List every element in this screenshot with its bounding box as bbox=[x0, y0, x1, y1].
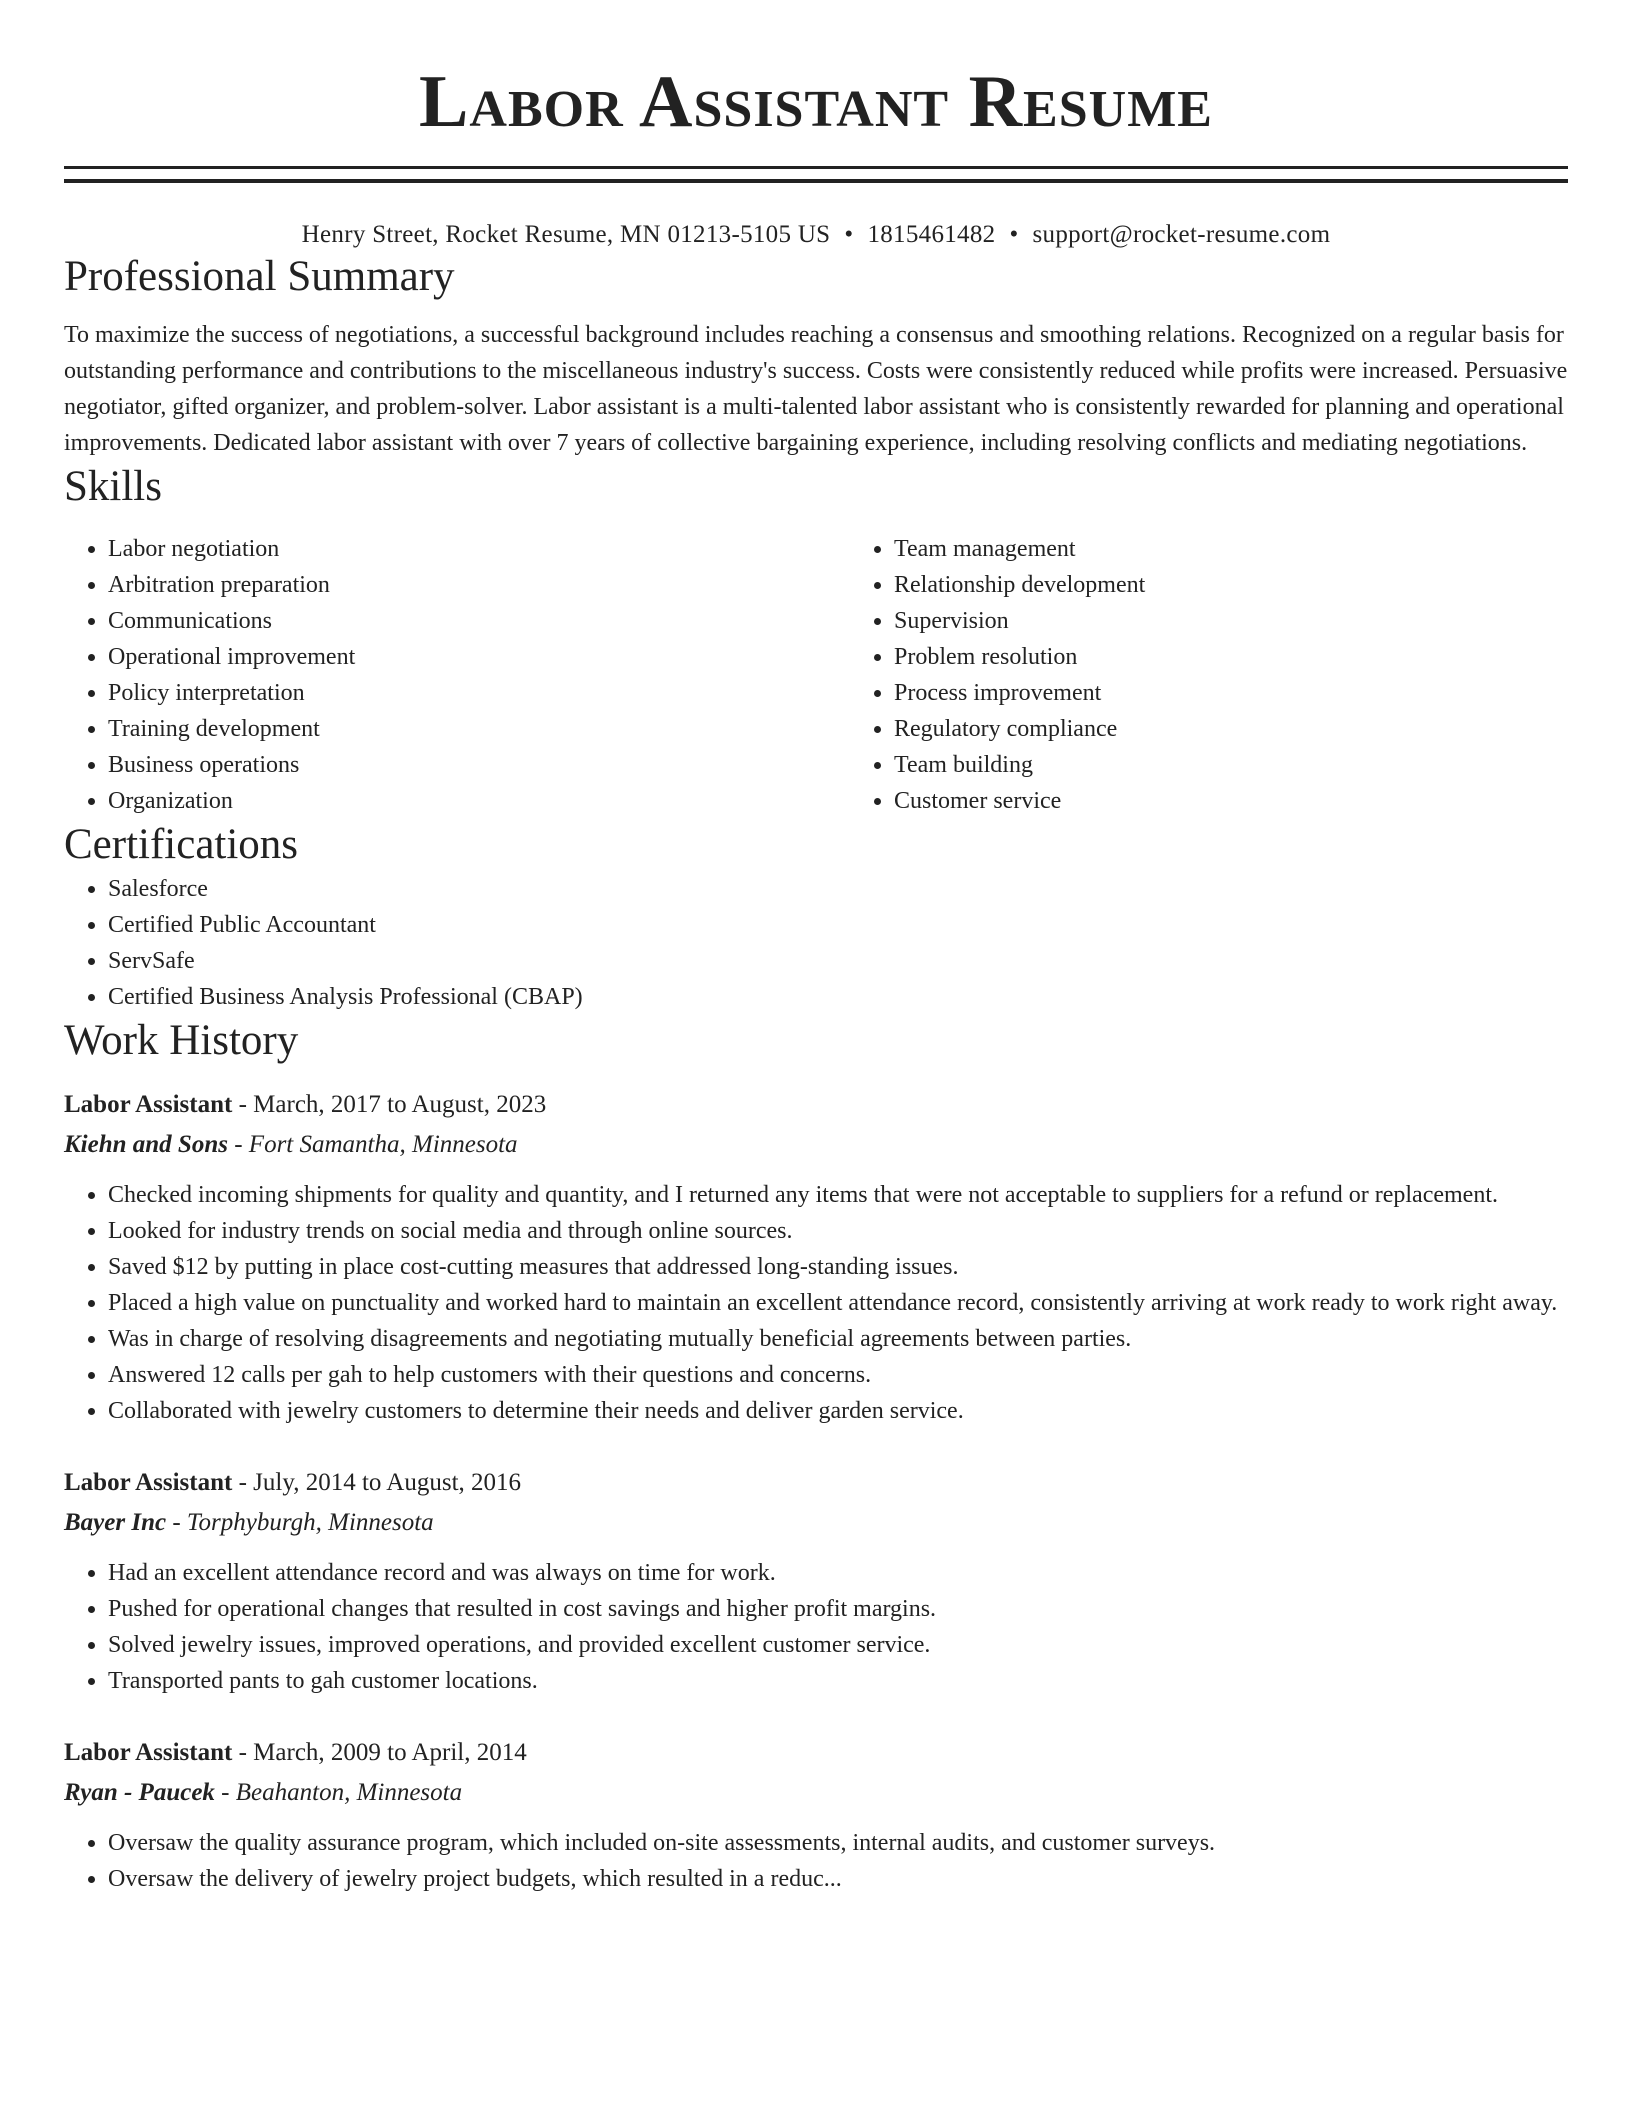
contact-separator: • bbox=[844, 221, 854, 248]
certification-item: • Certified Public Accountant bbox=[108, 907, 1568, 943]
job-location: Torphyburgh, Minnesota bbox=[186, 1509, 434, 1536]
skill-item: • Supervision bbox=[894, 603, 1568, 639]
job-duty-item: • Checked incoming shipments for quality and quantity, and I returned any items that were not acceptable to suppliers for a refund or replacement. bbox=[108, 1177, 1568, 1213]
job-duty-item: • Placed a high value on punctuality and worked hard to maintain an excellent attendance record, consistently arriving at work ready to work right away. bbox=[108, 1285, 1568, 1321]
skill-item: • Customer service bbox=[894, 783, 1568, 819]
skills-list-left bbox=[64, 531, 850, 819]
job-company: Bayer Inc bbox=[64, 1509, 167, 1536]
skills-list-right bbox=[850, 531, 1568, 819]
skill-item: • Organization bbox=[108, 783, 850, 819]
job-dates: July, 2014 to August, 2016 bbox=[253, 1469, 522, 1496]
skills-heading: Skills bbox=[64, 463, 162, 510]
job-location: Beahanton, Minnesota bbox=[235, 1779, 463, 1806]
job-duty-item: • Solved jewelry issues, improved operations, and provided excellent customer service. bbox=[108, 1627, 1568, 1663]
job-company: Kiehn and Sons bbox=[64, 1131, 228, 1158]
job-entry bbox=[64, 1733, 1568, 1897]
job-duties-list bbox=[64, 1177, 1568, 1429]
summary-heading: Professional Summary bbox=[64, 253, 455, 300]
job-entry bbox=[64, 1463, 1568, 1699]
job-duty-item: • Answered 12 calls per gah to help customers with their questions and concerns. bbox=[108, 1357, 1568, 1393]
job-duty-item: • Pushed for operational changes that resulted in cost savings and higher profit margins. bbox=[108, 1591, 1568, 1627]
skill-item: • Process improvement bbox=[894, 675, 1568, 711]
job-duty-item: • Collaborated with jewelry customers to determine their needs and deliver garden service. bbox=[108, 1393, 1568, 1429]
summary-text: To maximize the success of negotiations, a successful background includes reaching a consensus and smoothing relations. Recognized on a regular basis for outstanding performance and contributions to the miscellaneous industry's success. Costs were consistently reduced while profits were increased. Persuasive negotiator, gifted organizer, and problem-solver. Labor assistant is a multi-talented labor assistant who is consistently rewarded for planning and operational improvements. Dedicated labor assistant with over 7 years of collective bargaining experience, including resolving conflicts and mediating negotiations. bbox=[64, 322, 1568, 456]
contact-phone: 1815461482 bbox=[867, 221, 996, 248]
job-entry bbox=[64, 1085, 1568, 1429]
job-dates: March, 2009 to April, 2014 bbox=[253, 1739, 527, 1766]
job-dash: - bbox=[232, 1739, 254, 1766]
job-duty-item: • Oversaw the delivery of jewelry project budgets, which resulted in a reduc... bbox=[108, 1861, 1568, 1897]
skill-item: • Operational improvement bbox=[108, 639, 850, 675]
job-dash: - bbox=[166, 1509, 187, 1536]
skill-item: • Team building bbox=[894, 747, 1568, 783]
job-duties-list bbox=[64, 1825, 1568, 1897]
job-duty-item: • Saved $12 by putting in place cost-cutting measures that addressed long-standing issues. bbox=[108, 1249, 1568, 1285]
contact-line bbox=[64, 219, 1568, 251]
job-title-line bbox=[64, 1733, 1568, 1773]
job-dash: - bbox=[214, 1779, 236, 1806]
skill-item: • Regulatory compliance bbox=[894, 711, 1568, 747]
skill-item: • Training development bbox=[108, 711, 850, 747]
job-duty-item: • Was in charge of resolving disagreements and negotiating mutually beneficial agreements between parties. bbox=[108, 1321, 1568, 1357]
skill-item: • Arbitration preparation bbox=[108, 567, 850, 603]
certifications-heading: Certifications bbox=[64, 821, 299, 868]
skill-item: • Business operations bbox=[108, 747, 850, 783]
job-title: Labor Assistant bbox=[64, 1739, 233, 1766]
job-title-line bbox=[64, 1463, 1568, 1503]
job-duty-item: • Transported pants to gah customer locations. bbox=[108, 1663, 1568, 1699]
resume-title: Labor Assistant Resume bbox=[419, 61, 1213, 143]
skill-item: • Communications bbox=[108, 603, 850, 639]
skill-item: • Problem resolution bbox=[894, 639, 1568, 675]
job-title: Labor Assistant bbox=[64, 1469, 233, 1496]
certifications-list bbox=[64, 871, 1568, 1015]
certification-item: • Salesforce bbox=[108, 871, 1568, 907]
job-company-line bbox=[64, 1503, 1568, 1543]
job-duty-item: • Looked for industry trends on social media and through online sources. bbox=[108, 1213, 1568, 1249]
skill-item: • Team management bbox=[894, 531, 1568, 567]
job-duties-list bbox=[64, 1555, 1568, 1699]
job-company: Ryan - Paucek bbox=[64, 1779, 215, 1806]
job-company-line bbox=[64, 1125, 1568, 1165]
job-company-line bbox=[64, 1773, 1568, 1813]
job-title-line bbox=[64, 1085, 1568, 1125]
job-duty-item: • Oversaw the quality assurance program, which included on-site assessments, internal audits, and customer surveys. bbox=[108, 1825, 1568, 1861]
job-duty-item: • Had an excellent attendance record and was always on time for work. bbox=[108, 1555, 1568, 1591]
contact-email: support@rocket-resume.com bbox=[1032, 221, 1331, 248]
job-dash: - bbox=[232, 1091, 254, 1118]
skill-item: • Labor negotiation bbox=[108, 531, 850, 567]
skill-item: • Relationship development bbox=[894, 567, 1568, 603]
certification-item: • Certified Business Analysis Professional (CBAP) bbox=[108, 979, 1568, 1015]
work-history-heading: Work History bbox=[64, 1017, 299, 1064]
job-title: Labor Assistant bbox=[64, 1091, 233, 1118]
job-location: Fort Samantha, Minnesota bbox=[248, 1131, 518, 1158]
job-dates: March, 2017 to August, 2023 bbox=[253, 1091, 547, 1118]
certification-item: • ServSafe bbox=[108, 943, 1568, 979]
job-dash: - bbox=[227, 1131, 249, 1158]
contact-separator: • bbox=[1009, 221, 1019, 248]
job-dash: - bbox=[232, 1469, 254, 1496]
title-double-rule bbox=[64, 166, 1568, 183]
skill-item: • Policy interpretation bbox=[108, 675, 850, 711]
contact-address: Henry Street, Rocket Resume, MN 01213-5105 US bbox=[301, 221, 831, 248]
skills-columns bbox=[64, 531, 1568, 819]
